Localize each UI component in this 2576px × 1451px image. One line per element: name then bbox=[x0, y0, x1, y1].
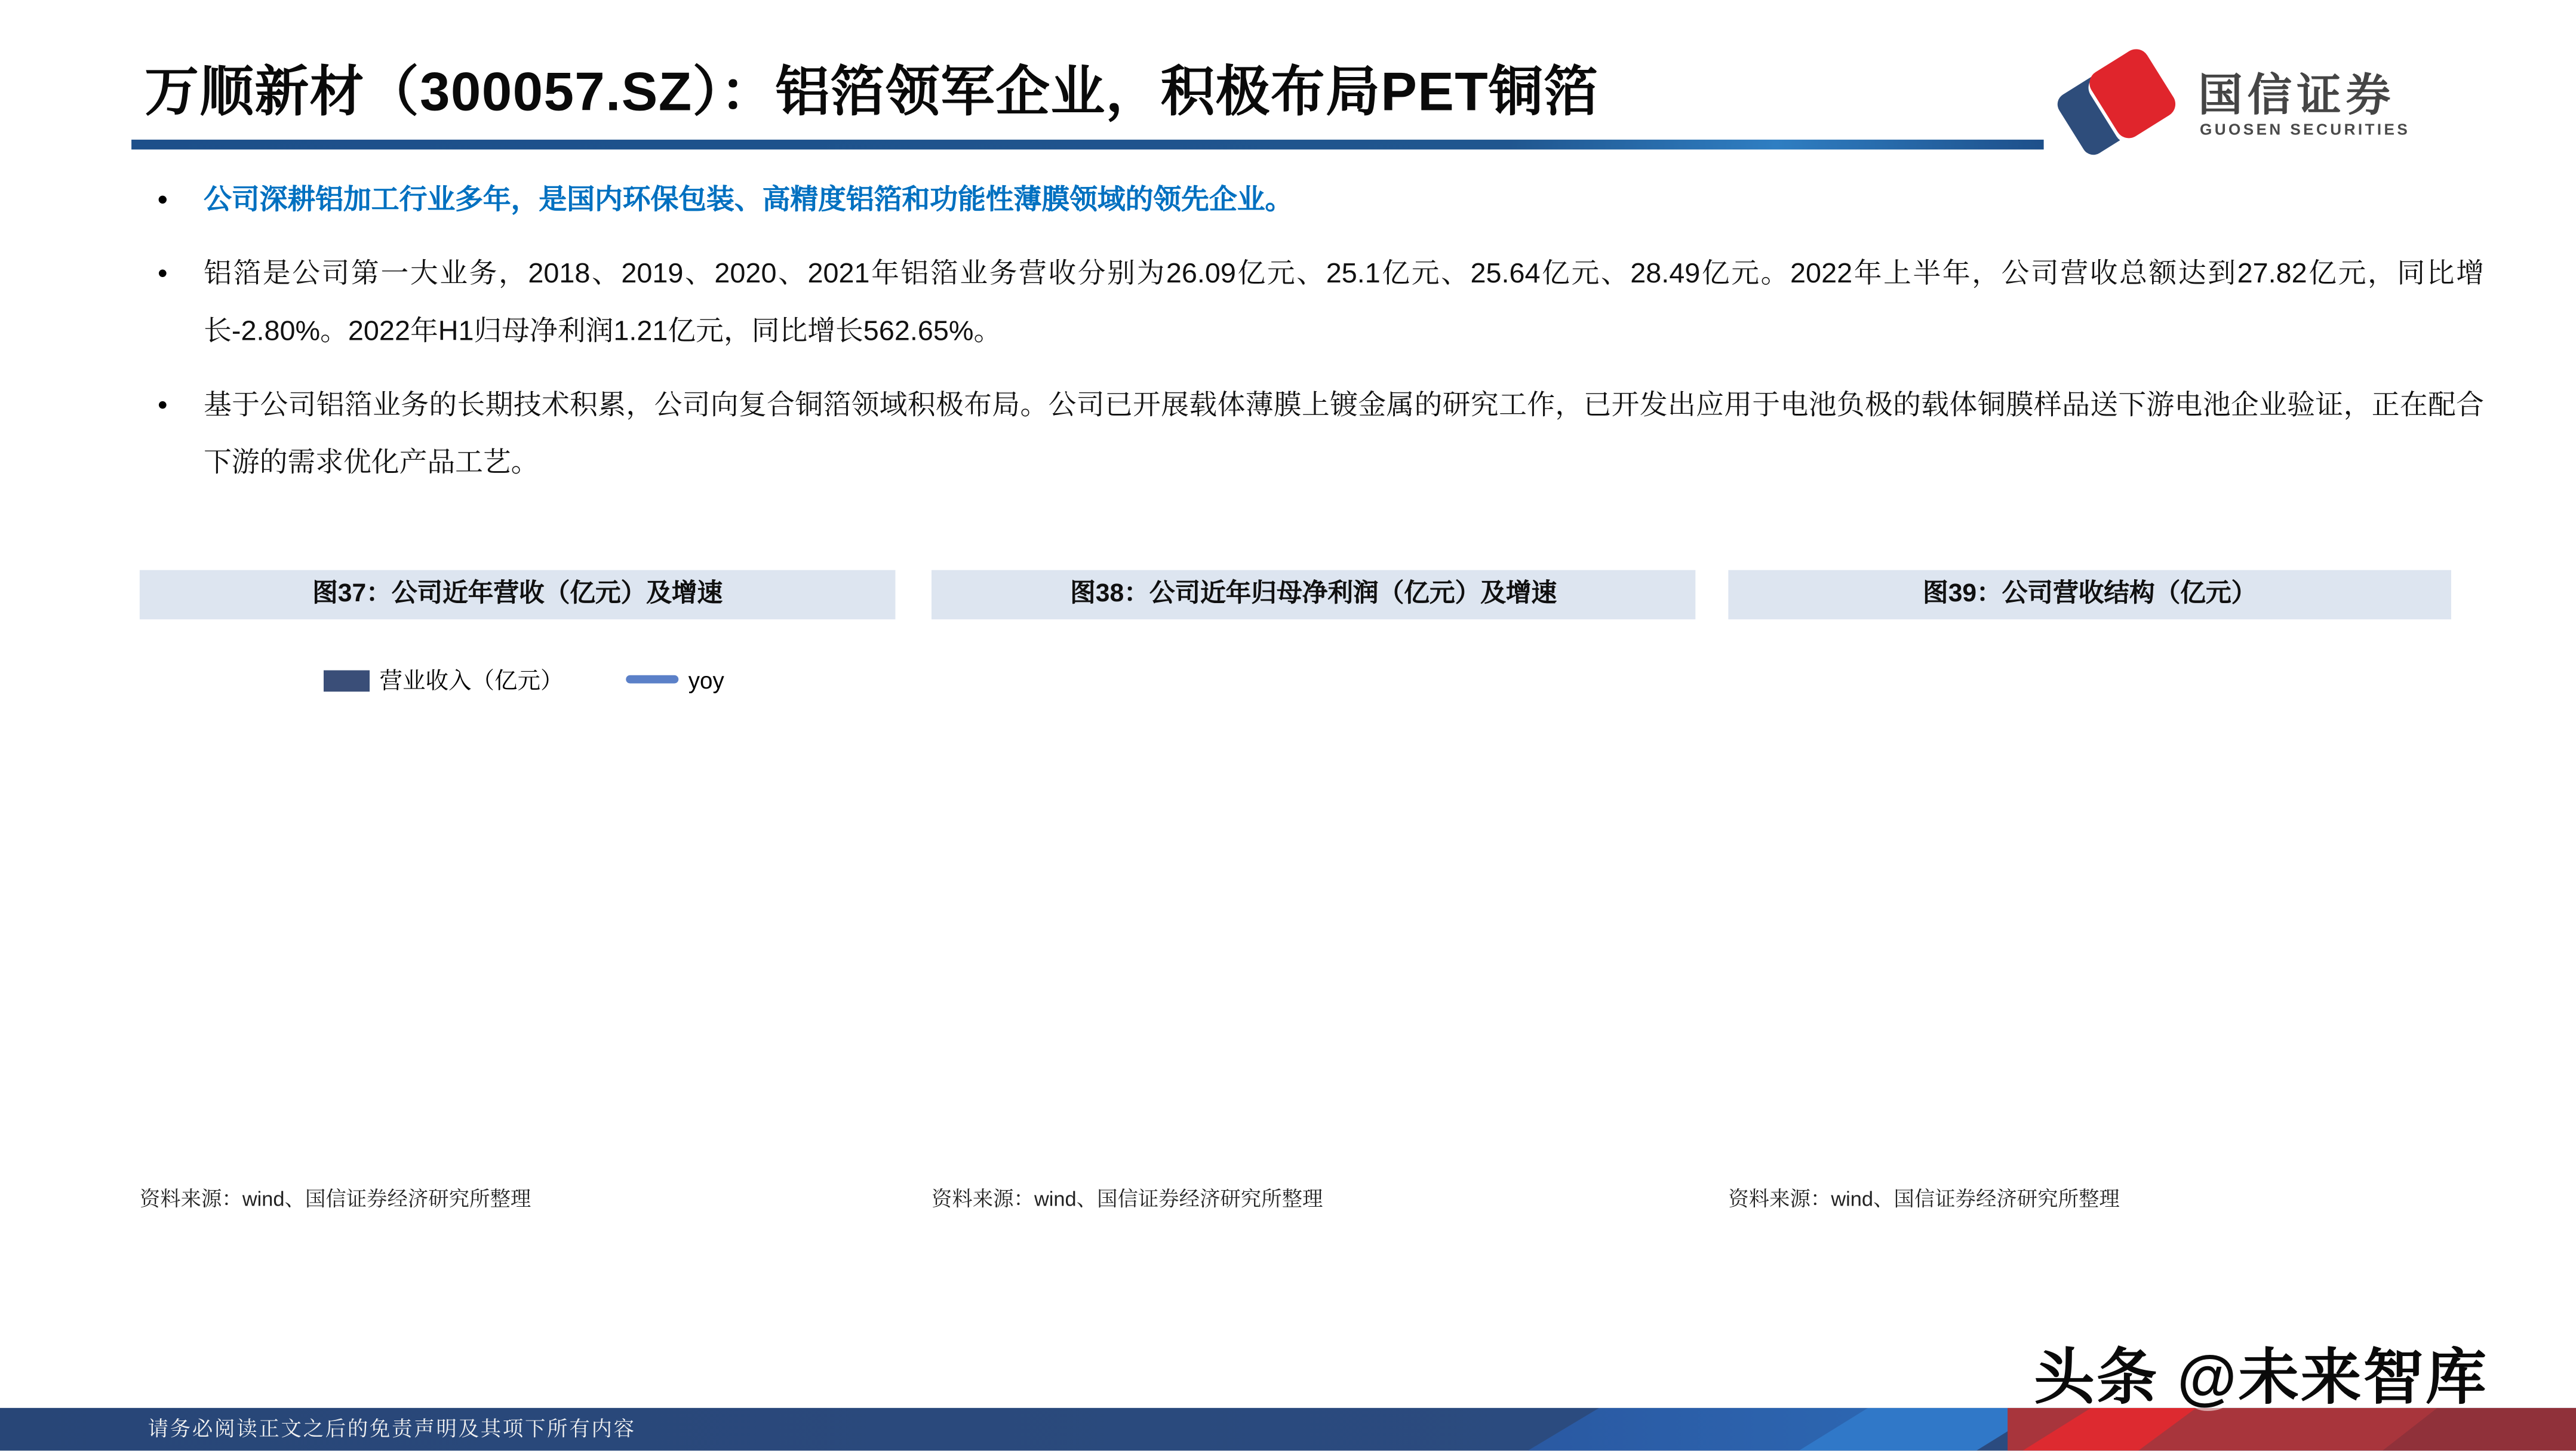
legend bbox=[324, 668, 724, 694]
bullet-dot-icon: • bbox=[158, 257, 168, 290]
fig38-card bbox=[932, 570, 1695, 1213]
fig39-title: 图39：公司营收结构（亿元） bbox=[1728, 570, 2451, 620]
footer-disclaimer: 请务必阅读正文之后的免责声明及其项下所有内容 bbox=[147, 1418, 636, 1441]
fig37-source: 资料来源：wind、国信证券经济研究所整理 bbox=[139, 1188, 531, 1211]
legend-bar-label: 营业收入（亿元） bbox=[379, 668, 564, 694]
fig37-title: 图37：公司近年营收（亿元）及增速 bbox=[140, 570, 896, 620]
guosen-logo-icon bbox=[2064, 53, 2182, 161]
title-underline-rule bbox=[131, 140, 2044, 150]
bullet-item bbox=[145, 376, 2484, 491]
fig37-plot bbox=[140, 619, 896, 1170]
fig38-title: 图38：公司近年归母净利润（亿元）及增速 bbox=[932, 570, 1695, 620]
watermark-text: 头条 @未来智库 bbox=[2034, 1344, 2488, 1412]
fig39-card bbox=[1728, 570, 2451, 1213]
fig39-plot bbox=[1728, 619, 2451, 1170]
fig37-card bbox=[140, 570, 896, 1213]
logo-name-en: GUOSEN SECURITIES bbox=[2199, 121, 2411, 140]
bullet-dot-icon: • bbox=[158, 184, 168, 216]
bullet-item bbox=[145, 171, 2484, 228]
bullet-dot-icon: • bbox=[158, 389, 168, 421]
bullet-item bbox=[145, 245, 2484, 360]
fig39-source: 资料来源：wind、国信证券经济研究所整理 bbox=[1728, 1188, 2120, 1211]
bullet-text: 公司深耕铝加工行业多年，是国内环保包装、高精度铝箔和功能性薄膜领域的领先企业。 bbox=[204, 184, 1293, 216]
fig38-plot bbox=[932, 619, 1695, 1170]
bullet-text: 铝箔是公司第一大业务，2018、2019、2020、2021年铝箔业务营收分别为26.09亿元、25.1亿元、25.64亿元、28.49亿元。2022年上半年，公司营收总额达到27.82亿元，同比增长-2.80%。2022年H1归母净利润1.21亿元，同比增长562.65%。 bbox=[204, 257, 2484, 347]
logo-name-cn: 国信证券 bbox=[2198, 70, 2396, 120]
guosen-logo bbox=[2064, 50, 2474, 165]
fig38-source: 资料来源：wind、国信证券经济研究所整理 bbox=[931, 1188, 1323, 1211]
bullet-text: 基于公司铝箔业务的长期技术积累，公司向复合铜箔领域积极布局。公司已开展载体薄膜上镀金属的研究工作，已开发出应用于电池负极的载体铜膜样品送下游电池企业验证，正在配合下游的需求优化产品工艺。 bbox=[204, 389, 2484, 478]
summary-bullets bbox=[145, 171, 2484, 508]
page-title: 万顺新材（300057.SZ）：铝箔领军企业，积极布局PET铜箔 bbox=[145, 60, 1599, 122]
legend-line-label: yoy bbox=[688, 668, 724, 694]
